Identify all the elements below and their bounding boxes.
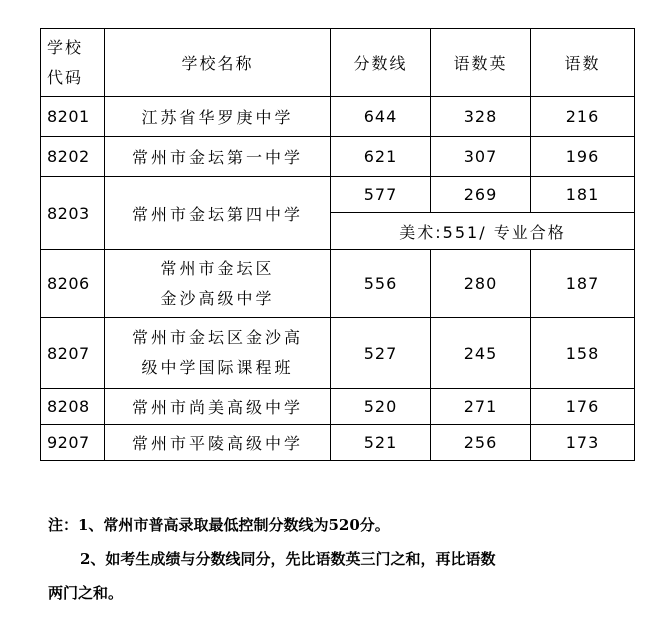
school-name-line-2: 金沙高级中学	[160, 288, 275, 308]
school-code: 9207	[41, 425, 105, 461]
header-name: 学校名称	[105, 29, 331, 97]
table-row	[41, 250, 635, 318]
header-cme: 语数英	[431, 29, 531, 97]
cutoff-score: 520	[331, 389, 431, 425]
school-code: 8202	[41, 137, 105, 177]
cutoff-score: 621	[331, 137, 431, 177]
school-name: 常州市金坛第一中学	[105, 137, 331, 177]
cm-score: 196	[531, 137, 635, 177]
note-2-continued: 两门之和。	[48, 584, 124, 602]
school-code: 8206	[41, 250, 105, 318]
cme-score: 280	[431, 250, 531, 318]
header-code-line-1: 学校	[47, 37, 84, 57]
school-name: 常州市尚美高级中学	[105, 389, 331, 425]
header-cm: 语数	[531, 29, 635, 97]
school-name-line-1: 常州市金坛区	[160, 258, 275, 278]
table-row	[41, 425, 635, 461]
note-1: 注：1、常州市普高录取最低控制分数线为520分。	[48, 516, 390, 534]
cutoff-score: 527	[331, 318, 431, 389]
school-code: 8208	[41, 389, 105, 425]
cme-score: 307	[431, 137, 531, 177]
note-2: 2、如考生成绩与分数线同分，先比语数英三门之和，再比语数	[80, 550, 496, 568]
school-name: 江苏省华罗庚中学	[105, 97, 331, 137]
school-name	[105, 250, 331, 318]
cutoff-score: 577	[331, 177, 431, 213]
art-note: 美术:551/ 专业合格	[331, 213, 635, 250]
header-code-line-2: 代码	[47, 67, 84, 87]
table-row	[41, 177, 635, 213]
cme-score: 245	[431, 318, 531, 389]
notes	[48, 508, 638, 610]
cm-score: 158	[531, 318, 635, 389]
cme-score: 328	[431, 97, 531, 137]
cutoff-score: 644	[331, 97, 431, 137]
cutoff-score: 556	[331, 250, 431, 318]
cme-score: 256	[431, 425, 531, 461]
cm-score: 216	[531, 97, 635, 137]
school-code: 8203	[41, 177, 105, 250]
table-row	[41, 318, 635, 389]
cm-score: 173	[531, 425, 635, 461]
cutoff-score: 521	[331, 425, 431, 461]
school-name-line-2: 级中学国际课程班	[141, 358, 294, 377]
school-name	[105, 318, 331, 389]
cm-score: 176	[531, 389, 635, 425]
school-code: 8201	[41, 97, 105, 137]
cme-score: 271	[431, 389, 531, 425]
header-code	[41, 29, 105, 97]
cm-score: 181	[531, 177, 635, 213]
header-score: 分数线	[331, 29, 431, 97]
school-name: 常州市金坛第四中学	[105, 177, 331, 250]
school-code: 8207	[41, 318, 105, 389]
school-name: 常州市平陵高级中学	[105, 425, 331, 461]
table-row	[41, 389, 635, 425]
table-row	[41, 137, 635, 177]
cm-score: 187	[531, 250, 635, 318]
school-name-line-1: 常州市金坛区金沙高	[131, 328, 303, 347]
header-row	[41, 29, 635, 97]
score-table	[40, 28, 635, 461]
cme-score: 269	[431, 177, 531, 213]
table-row	[41, 97, 635, 137]
